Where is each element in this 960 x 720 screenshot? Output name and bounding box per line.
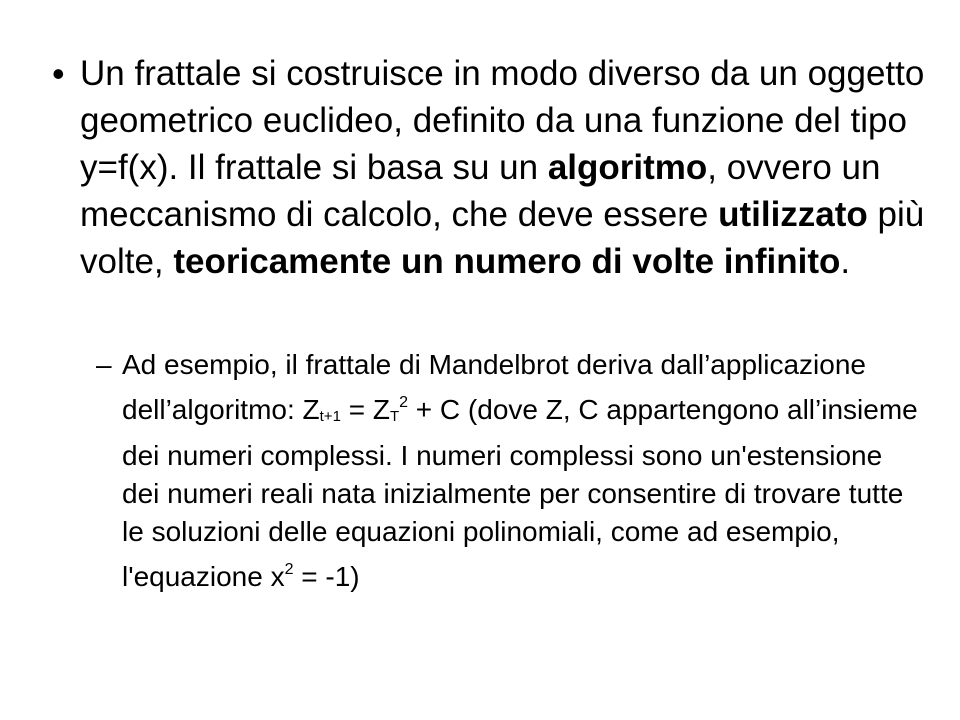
text-run: = Z [340,394,390,426]
bold-term-algoritmo: algoritmo [547,148,708,187]
text-run: Ad esempio, il frattale di Mandelbrot deriva dall’applicazione dell’algoritmo: Z [122,349,866,426]
text-run: . [840,242,851,281]
bold-term-utilizzato: utilizzato [718,195,868,234]
subscript: T [389,408,400,426]
text-run: più volte, [80,195,925,281]
bullet-text [80,50,930,285]
text-run: = -1) [293,561,360,593]
sub-bullet-marker: – [96,349,112,380]
bold-phrase-infinito: teoricamente un numero di volte infinito [173,242,841,281]
text-run: , ovvero un meccanismo di calcolo, che deve essere [80,148,881,234]
subscript: t+1 [319,408,341,426]
text-run: + C (dove Z, C appartengono all’insieme dei numeri complessi. I numeri complessi sono un'estensione dei numeri reali nata inizialmente per consentire di trovare tutte le soluzioni delle equazioni polinomiali, come ad esempio, l'equazione x [122,394,918,593]
bullet-level-2 [96,346,926,597]
bullet-level-1 [52,50,932,285]
sub-bullet-text [122,346,922,597]
superscript: 2 [399,394,409,412]
bullet-marker: • [52,53,65,94]
text-run: Un frattale si costruisce in modo diverso da un oggetto geometrico euclideo, definito da una funzione del tipo y=f(x). Il frattale si basa su un [80,54,925,187]
superscript: 2 [284,561,294,579]
